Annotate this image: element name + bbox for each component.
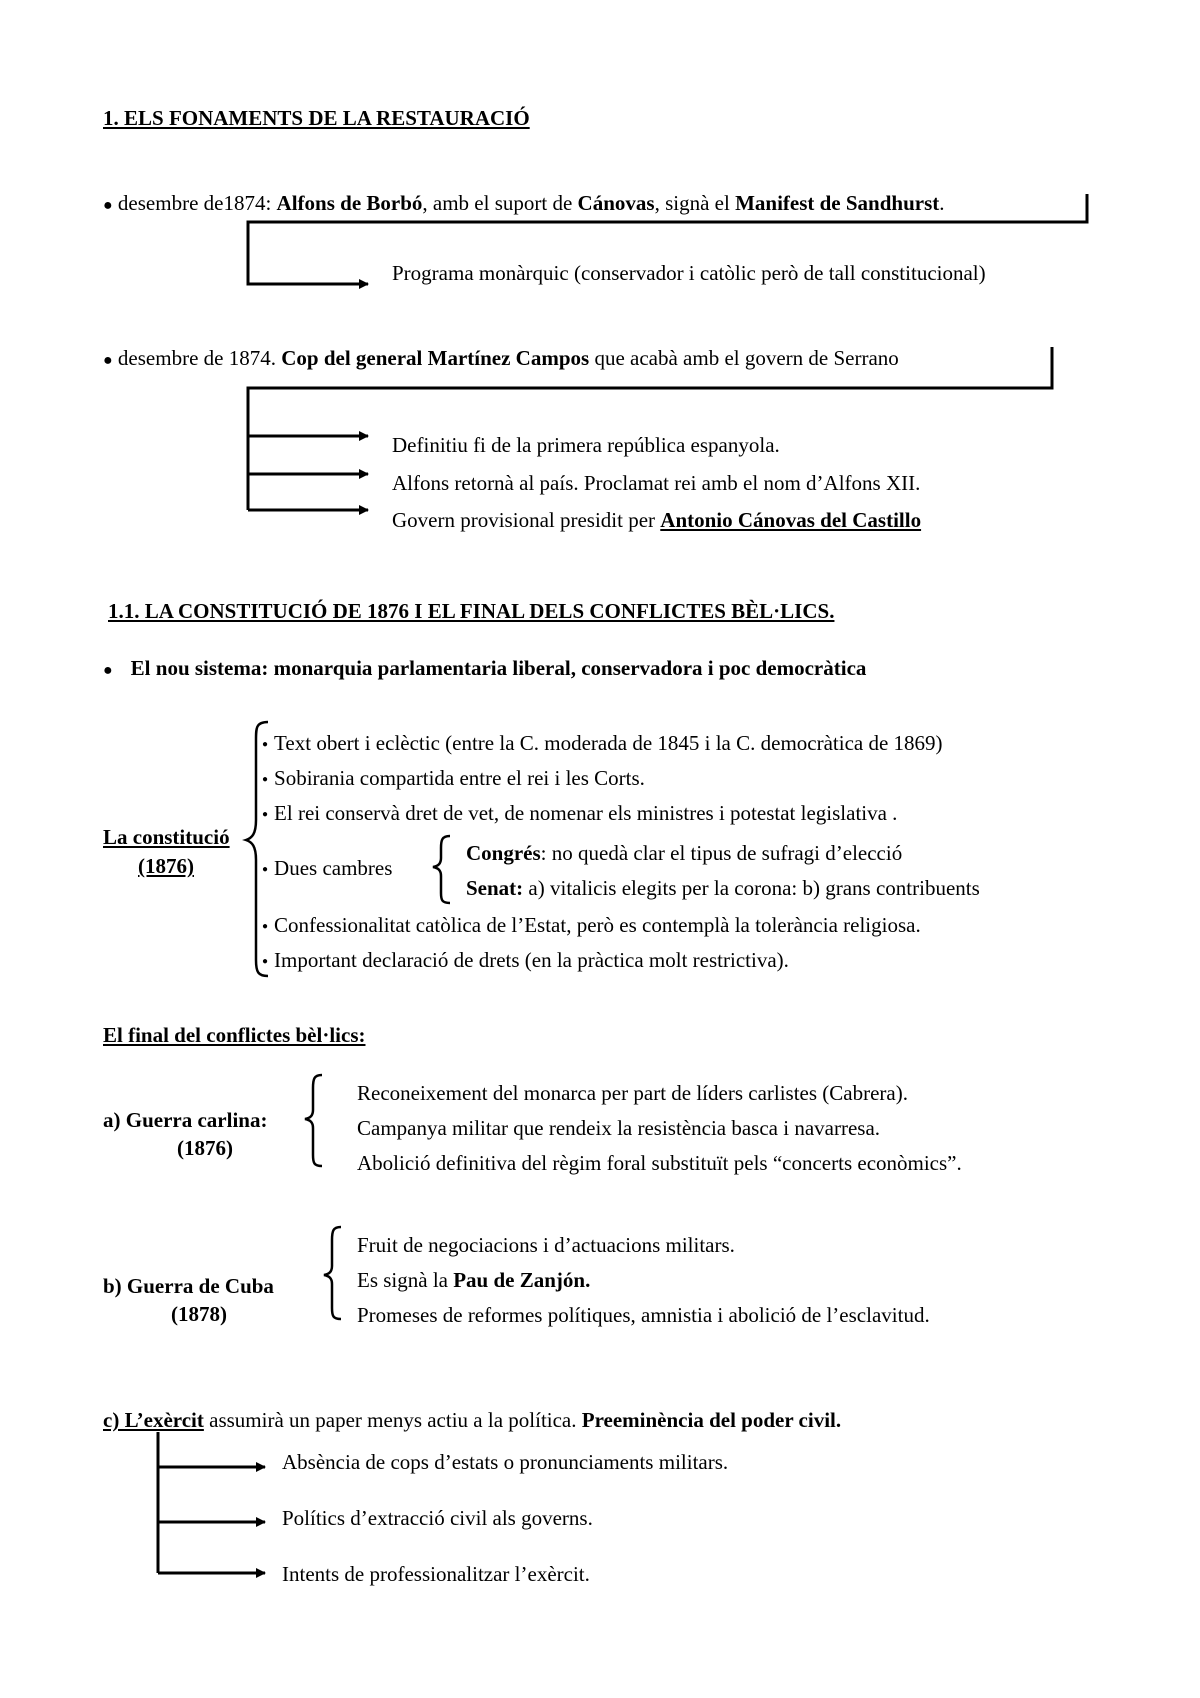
senate-line bbox=[466, 878, 980, 899]
army-bold: Preeminència del poder civil. bbox=[581, 1408, 842, 1432]
event1-mid2: , signà el bbox=[654, 191, 736, 215]
carlist-label: a) Guerra carlina: bbox=[103, 1108, 268, 1132]
constitution-label: La constitució bbox=[103, 825, 230, 849]
bullet-icon: ● bbox=[262, 809, 269, 820]
constitution-brace bbox=[246, 722, 268, 976]
carlist-brace bbox=[305, 1075, 322, 1166]
congress-text: : no quedà clar el tipus de sufragi d’elecció bbox=[540, 841, 903, 865]
event1-end: . bbox=[939, 191, 945, 215]
bullet-icon: ● bbox=[262, 921, 269, 932]
cuba-item-2-bold: Pau de Zanjón. bbox=[453, 1268, 591, 1292]
constitution-item-3 bbox=[262, 803, 897, 824]
cuba-item-2-text: Es signà la bbox=[357, 1268, 454, 1292]
cuba-item-1: Fruit de negociacions i d’actuacions militars. bbox=[357, 1233, 735, 1257]
event1-consequence: Programa monàrquic (conservador i catòlic però de tall constitucional) bbox=[392, 261, 986, 285]
event1-ally: Cánovas bbox=[577, 191, 655, 215]
army-item-2: Polítics d’extracció civil als governs. bbox=[282, 1506, 593, 1530]
event2-line bbox=[103, 348, 899, 369]
event2-consequence-3 bbox=[392, 510, 921, 531]
senate-text: a) vitalicis elegits per la corona: b) grans contribuents bbox=[523, 876, 980, 900]
constitution-item-1-text: Text obert i eclèctic (entre la C. moderada de 1845 i la C. democràtica de 1869) bbox=[274, 731, 943, 755]
carlist-item-1: Reconeixement del monarca per part de líders carlistes (Cabrera). bbox=[357, 1081, 908, 1105]
event1-person: Alfons de Borbó bbox=[276, 191, 423, 215]
chambers-label: Dues cambres bbox=[274, 856, 393, 880]
bullet-icon: ● bbox=[103, 352, 113, 369]
bullet-icon: ● bbox=[103, 662, 113, 679]
event2-rest: que acabà amb el govern de Serrano bbox=[589, 346, 899, 370]
constitution-item-4 bbox=[262, 915, 921, 936]
event2-consequence-2: Alfons retornà al país. Proclamat rei amb el nom d’Alfons XII. bbox=[392, 471, 921, 495]
army-item-3: Intents de professionalitzar l’exèrcit. bbox=[282, 1562, 590, 1586]
army-item-1: Absència de cops d’estats o pronunciaments militars. bbox=[282, 1450, 729, 1474]
bullet-icon: ● bbox=[262, 739, 269, 750]
cuba-brace bbox=[324, 1227, 341, 1319]
event2-coup: Cop del general Martínez Campos bbox=[281, 346, 590, 370]
system-line bbox=[103, 658, 866, 679]
cuba-item-3: Promeses de reformes polítiques, amnistia i abolició de l’esclavitud. bbox=[357, 1303, 930, 1327]
cuba-label: b) Guerra de Cuba bbox=[103, 1274, 274, 1298]
constitution-chambers bbox=[262, 858, 392, 879]
constitution-item-2-text: Sobirania compartida entre el rei i les Corts. bbox=[274, 766, 645, 790]
constitution-item-5 bbox=[262, 950, 789, 971]
event2-leader: Antonio Cánovas del Castillo bbox=[660, 508, 922, 532]
system-text: El nou sistema: monarquia parlamentaria liberal, conservadora i poc democràtica bbox=[130, 656, 867, 680]
constitution-item-1 bbox=[262, 733, 943, 754]
congress-label: Congrés bbox=[466, 841, 541, 865]
event1-mid: , amb el suport de bbox=[422, 191, 578, 215]
constitution-year: (1876) bbox=[138, 854, 194, 878]
event2-date: desembre de 1874. bbox=[117, 346, 282, 370]
army-label: c) L’exèrcit bbox=[103, 1408, 204, 1432]
event2-consequence-3-text: Govern provisional presidit per bbox=[392, 508, 661, 532]
carlist-item-2: Campanya militar que rendeix la resistència basca i navarresa. bbox=[357, 1116, 881, 1140]
cuba-year: (1878) bbox=[171, 1302, 227, 1326]
army-line bbox=[103, 1410, 841, 1431]
chambers-brace bbox=[433, 836, 450, 903]
bullet-icon: ● bbox=[103, 197, 113, 214]
bullet-icon: ● bbox=[262, 864, 269, 875]
event1-date: desembre de1874: bbox=[117, 191, 277, 215]
event1-line bbox=[103, 193, 945, 214]
constitution-item-5-text: Important declaració de drets (en la pràctica molt restrictiva). bbox=[274, 948, 789, 972]
carlist-year: (1876) bbox=[177, 1136, 233, 1160]
carlist-item-3: Abolició definitiva del règim foral substituït pels “concerts econòmics”. bbox=[357, 1151, 962, 1175]
heading-2: 1.1. LA CONSTITUCIÓ DE 1876 I EL FINAL DELS CONFLICTES BÈL·LICS. bbox=[108, 599, 835, 623]
conflicts-heading: El final del conflictes bèl·lics: bbox=[103, 1023, 366, 1047]
cuba-item-2 bbox=[357, 1270, 590, 1291]
constitution-item-3-text: El rei conservà dret de vet, de nomenar els ministres i potestat legislativa . bbox=[274, 801, 898, 825]
event2-consequence-1: Definitiu fi de la primera república espanyola. bbox=[392, 433, 780, 457]
bullet-icon: ● bbox=[262, 956, 269, 967]
constitution-item-2 bbox=[262, 768, 645, 789]
bullet-icon: ● bbox=[262, 774, 269, 785]
constitution-item-4-text: Confessionalitat catòlica de l’Estat, però es contemplà la tolerància religiosa. bbox=[274, 913, 921, 937]
event1-doc: Manifest de Sandhurst bbox=[735, 191, 940, 215]
congress-line bbox=[466, 843, 902, 864]
army-mid: assumirà un paper menys actiu a la política. bbox=[203, 1408, 582, 1432]
heading-1: 1. ELS FONAMENTS DE LA RESTAURACIÓ bbox=[103, 106, 530, 130]
senate-label: Senat: bbox=[466, 876, 524, 900]
